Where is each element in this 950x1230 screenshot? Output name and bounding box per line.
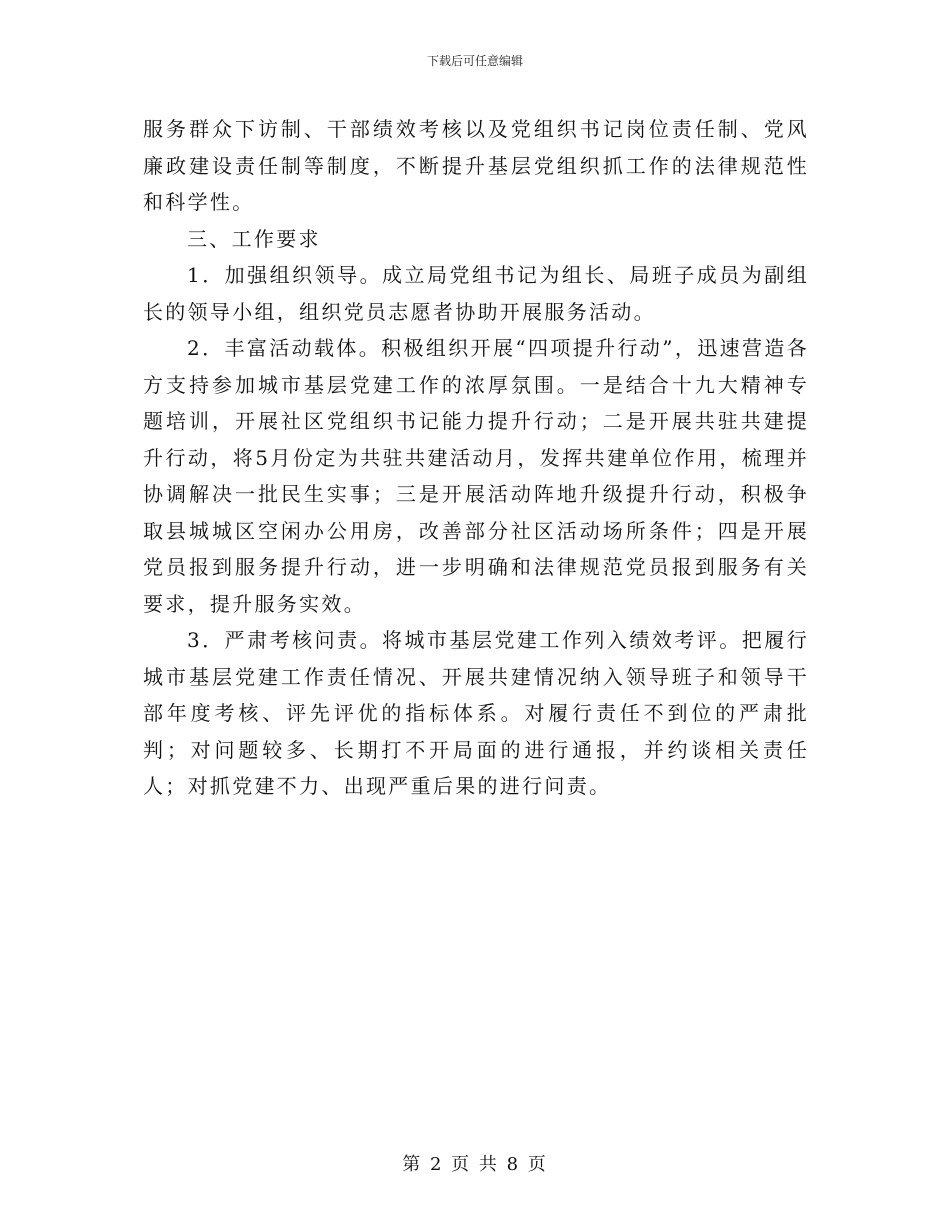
paragraph-item-2: 2．丰富活动载体。积极组织开展“四项提升行动”，迅速营造各方支持参加城市基层党建工作的浓厚氛围。一是结合十九大精神专题培训，开展社区党组织书记能力提升行动；二是开展共驻共建提升行动，将5月份定为共驻共建活动月，发挥共建单位作用，梳理并协调解决一批民生实事；三是开展活动阵地升级提升行动，积极争取县城城区空闲办公用房，改善部分社区活动场所条件；四是开展党员报到服务提升行动，进一步明确和法律规范党员报到服务有关要求，提升服务实效。 — [143, 336, 809, 616]
page-header-note: 下载后可任意编辑 — [426, 54, 523, 68]
paragraph-continuation: 服务群众下访制、干部绩效考核以及党组织书记岗位责任制、党风廉政建设责任制等制度，不断提升基层党组织抓工作的法律规范性和科学性。 — [143, 117, 809, 214]
page-number-footer: 第 2 页 共 8 页 — [402, 1154, 548, 1175]
section-heading-work-requirements: 三、工作要求 — [187, 226, 321, 251]
document-body — [143, 111, 809, 805]
paragraph-item-1: 1．加强组织领导。成立局党组书记为组长、局班子成员为副组长的领导小组，组织党员志愿者协助开展服务活动。 — [143, 263, 809, 324]
paragraph-item-3: 3．严肃考核问责。将城市基层党建工作列入绩效考评。把履行城市基层党建工作责任情况、开展共建情况纳入领导班子和领导干部年度考核、评先评优的指标体系。对履行责任不到位的严肃批判；对问题较多、长期打不开局面的进行通报，并约谈相关责任人；对抓党建不力、出现严重后果的进行问责。 — [143, 628, 809, 798]
